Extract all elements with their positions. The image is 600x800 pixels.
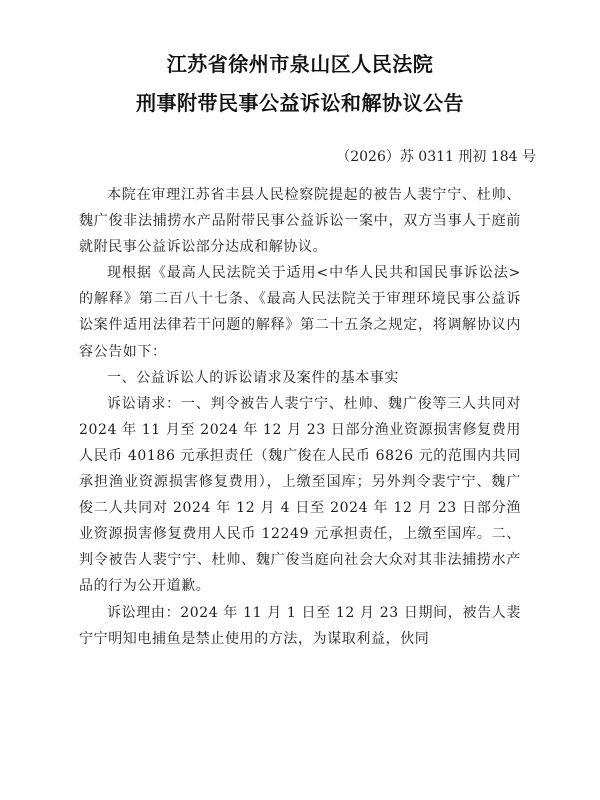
- reasons-paragraph: 诉讼理由：2024 年 11 月 1 日至 12 月 23 日期间，被告人裴宁宁明知电捕鱼是禁止使用的方法，为谋取利益，伙同: [79, 604, 521, 647]
- announcement-title: 刑事附带民事公益诉讼和解协议公告: [136, 91, 464, 115]
- legal-basis-paragraph: 现根据《最高人民法院关于适用<中华人民共和国民事诉讼法>的解释》第二百八十七条、《最高人民法院关于审理环境民事公益诉讼案件适用法律若干问题的解释》第二十五条之规定，将调解协议内容公告如下：: [79, 265, 521, 360]
- claims-paragraph: 诉讼请求：一、判令被告人裴宁宁、杜帅、魏广俊等三人共同对 2024 年 11 月至 2024 年 12 月 23 日部分渔业资源损害修复费用人民币 40186 元承担责任（魏广俊在人民币 6826 元的范围内共同承担渔业资源损害修复费用），上缴至国库；另外判令裴宁宁、魏广俊二人共同对 2024 年 12 月 4 日至 2024 年 12 月 23 日部分渔业资源损害修复费用人民币 12249 元承担责任，上缴至国库。二、判令被告人裴宁宁、杜帅、魏广俊当庭向社会大众对其非法捕捞水产品的行为公开道歉。: [79, 395, 521, 595]
- court-name-title: 江苏省徐州市泉山区人民法院: [166, 52, 434, 76]
- case-number: （2026）苏 0311 刑初 184 号: [336, 149, 536, 165]
- intro-paragraph: 本院在审理江苏省丰县人民检察院提起的被告人裴宁宁、杜帅、魏广俊非法捕捞水产品附带民事公益诉讼一案中，双方当事人于庭前就附民事公益诉讼部分达成和解协议。: [79, 187, 521, 256]
- section-heading: 一、公益诉讼人的诉讼请求及案件的基本事实: [107, 369, 399, 386]
- announcement-body: [79, 182, 521, 652]
